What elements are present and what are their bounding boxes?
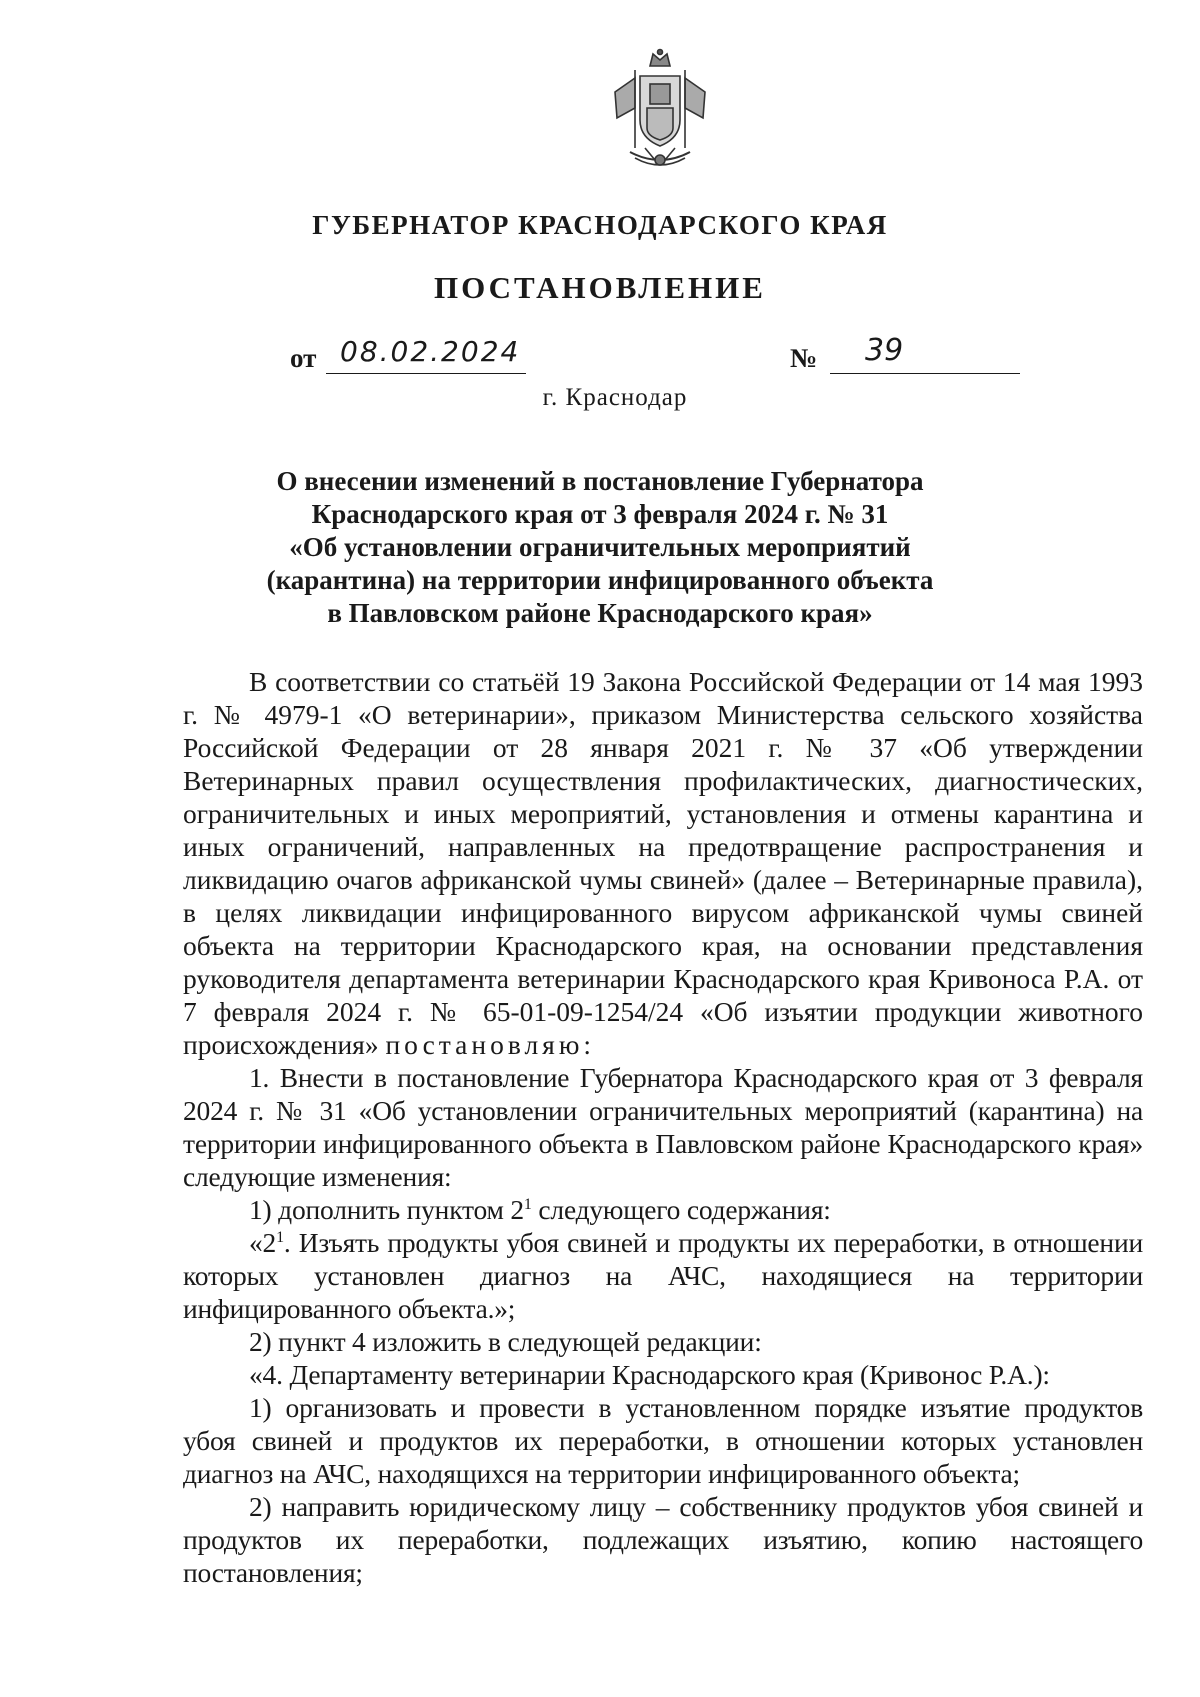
quote-2-1-start: «2 — [249, 1227, 277, 1258]
item-1-1-paragraph — [183, 1193, 1143, 1226]
subitem-1-paragraph: 1) организовать и провести в установленном порядке изъятие продуктов убоя свиней и продуктов их переработки, в отношении которых установлен диагноз на АЧС, находящихся на территории инфицированного объекта; — [183, 1392, 1143, 1489]
title-line: (карантина) на территории инфицированного объекта — [266, 565, 934, 595]
item-1-2-paragraph: 2) пункт 4 изложить в следующей редакции: — [249, 1326, 762, 1357]
city: г. Краснодар — [542, 384, 688, 411]
item-1-1-text-end: следующего содержания: — [531, 1194, 831, 1225]
issuing-authority: ГУБЕРНАТОР КРАСНОДАРСКОГО КРАЯ — [312, 210, 888, 240]
subitem-2-paragraph: 2) направить юридическому лицу – собственнику продуктов убоя свиней и продуктов их переработки, подлежащих изъятию, копию настоящего постановления; — [183, 1491, 1143, 1588]
quote-4-paragraph: «4. Департаменту ветеринарии Краснодарского края (Кривонос Р.А.): — [249, 1359, 1050, 1390]
preamble-paragraph — [183, 665, 1143, 1061]
item-1-paragraph: 1. Внести в постановление Губернатора Краснодарского края от 3 февраля 2024 г. № 31 «Об установлении ограничительных мероприятий (карантина) на территории инфицированного объекта в Павловском районе Краснодарского края» следующие изменения: — [183, 1062, 1143, 1192]
document-title — [0, 465, 1200, 630]
title-line: Краснодарского края от 3 февраля 2024 г. № 31 — [311, 499, 889, 529]
date-prefix: от — [290, 343, 317, 373]
document-type: ПОСТАНОВЛЕНИЕ — [434, 270, 766, 305]
quote-2-1-text: . Изъять продукты убоя свиней и продукты их переработки, в отношении которых установлен диагноз на АЧС, находящиеся на территории инфицированного объекта.»; — [183, 1227, 1143, 1324]
date-value: 08.02.2024 — [340, 335, 521, 368]
item-1-1-text: 1) дополнить пунктом 2 — [249, 1194, 524, 1225]
number-value: 39 — [865, 333, 904, 368]
document-body — [183, 665, 1143, 1589]
number-underline — [830, 373, 1020, 374]
preamble-text: В соответствии со статьёй 19 Закона Российской Федерации от 14 мая 1993 г. № 4979-1 «О ветеринарии», приказом Министерства сельского хозяйства Российской Федерации от 28 января 2021 г. № 37 «Об утверждении Ветеринарных правил осуществления профилактических, диагностических, ограничительных и иных мероприятий, установления и отмены карантина и иных ограничений, направленных на предотвращение распространения и ликвидацию очагов африканской чумы свиней» (далее – Ветеринарные правила), в целях ликвидации инфицированного вирусом африканской чумы свиней объекта на территории Краснодарского края, на основании представления руководителя департамента ветеринарии Краснодарского края Кривоноса Р.А. от 7 февраля 2024 г. № 65-01-09-1254/24 «Об изъятии продукции животного происхождения» — [183, 666, 1143, 1060]
superscript: 1 — [523, 1195, 532, 1213]
number-prefix: № — [790, 343, 818, 373]
title-line: О внесении изменений в постановление Губернатора — [276, 466, 924, 496]
coat-of-arms-emblem — [605, 48, 715, 173]
title-line: «Об установлении ограничительных мероприятий — [289, 532, 911, 562]
title-line: в Павловском районе Краснодарского края» — [327, 598, 873, 628]
superscript: 1 — [276, 1228, 284, 1246]
decree-word: постановляю: — [385, 1029, 596, 1060]
date-underline — [326, 373, 526, 374]
quote-2-1-paragraph — [183, 1226, 1143, 1325]
